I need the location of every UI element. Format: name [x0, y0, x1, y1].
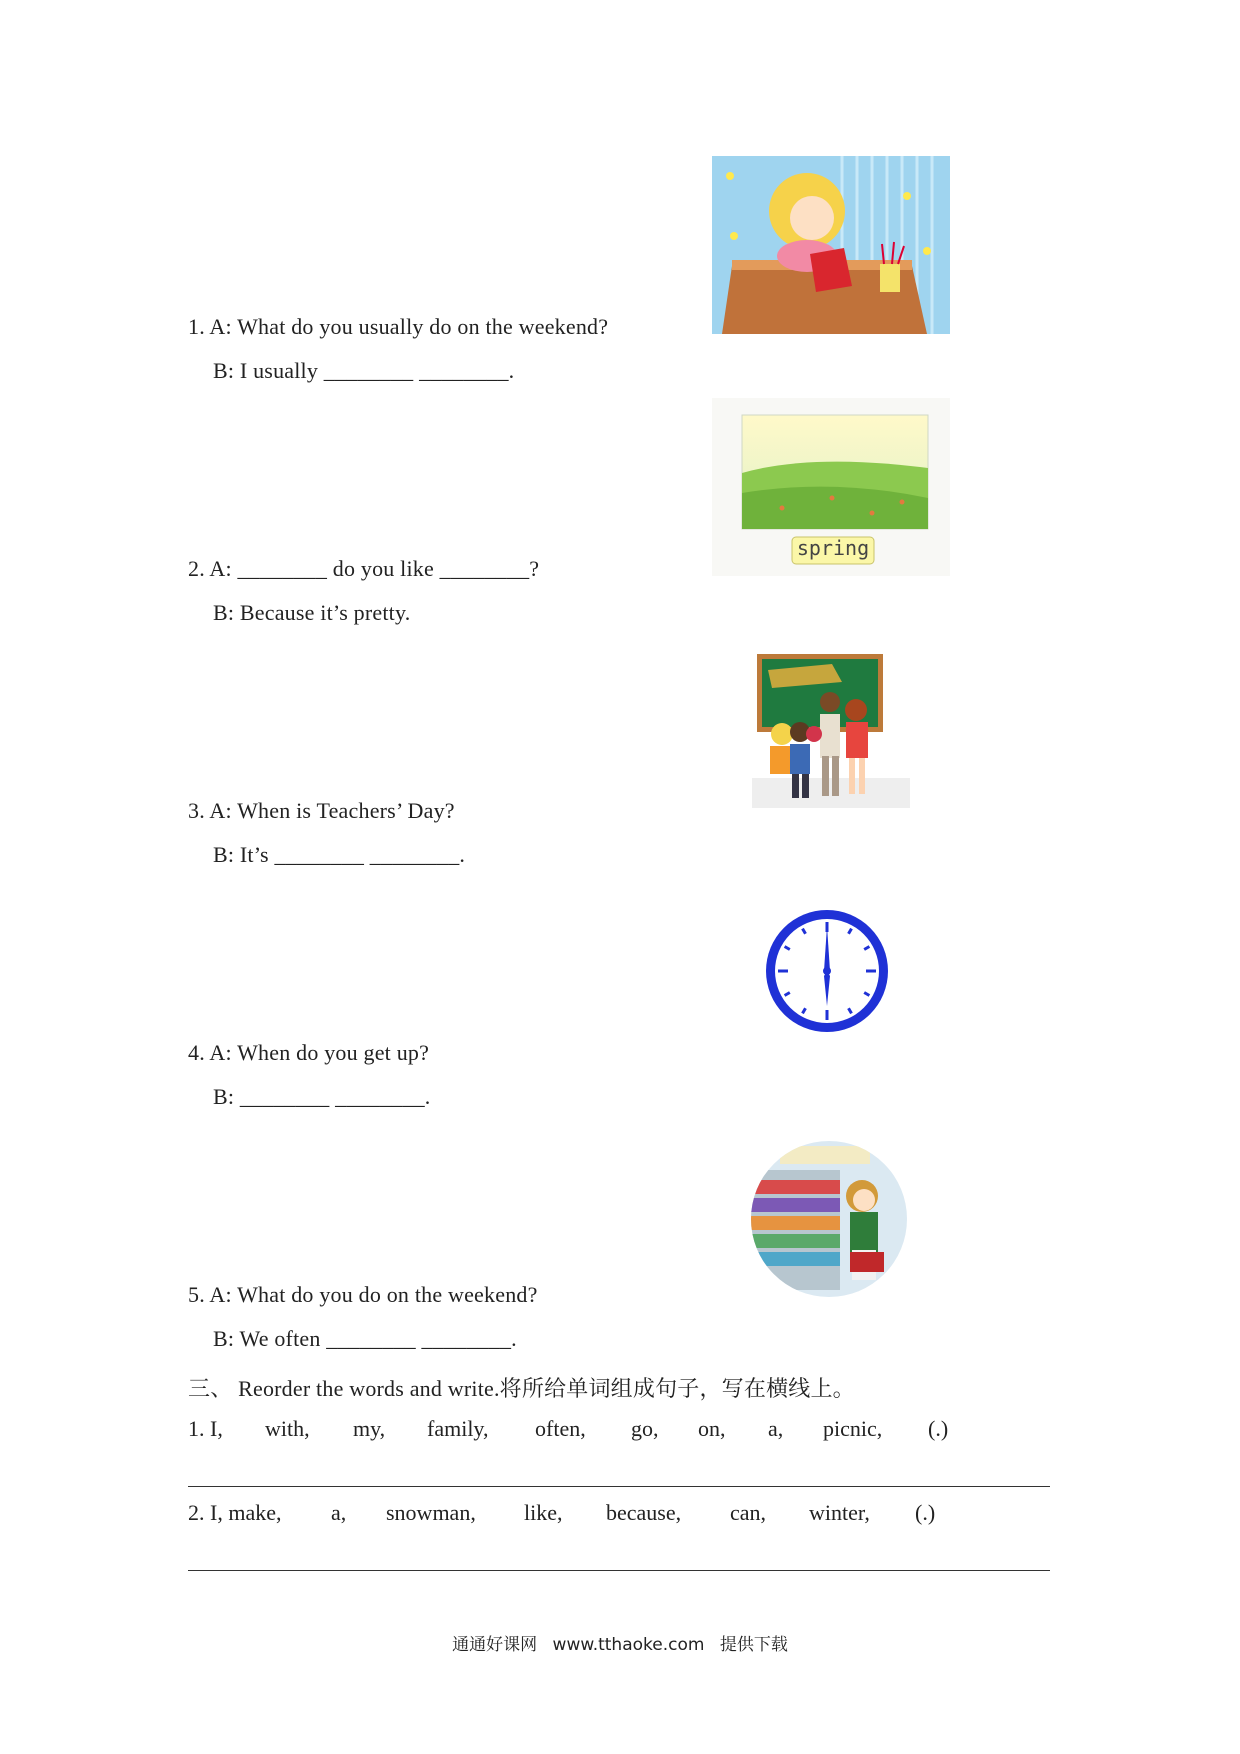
- question-5-b: B: We often ________ ________.: [213, 1326, 517, 1351]
- word-token: with,: [265, 1416, 310, 1441]
- word-token: snowman,: [386, 1500, 476, 1525]
- word-token: go,: [631, 1416, 659, 1441]
- spring-label: spring: [796, 536, 870, 560]
- spring-image: [712, 398, 950, 576]
- word-token: (.): [928, 1416, 949, 1441]
- word-token: because,: [606, 1500, 682, 1525]
- question-1-b: B: I usually ________ ________.: [213, 358, 515, 383]
- footer-note: 提供下载: [719, 1635, 788, 1655]
- question-1-a: 1. A: What do you usually do on the weekend?: [188, 314, 609, 339]
- question-3-a: 3. A: When is Teachers’ Day?: [188, 798, 455, 823]
- word-token: picnic,: [823, 1416, 883, 1441]
- question-4-a: 4. A: When do you get up?: [188, 1040, 430, 1065]
- word-token: a,: [331, 1500, 347, 1525]
- word-token: a,: [768, 1416, 784, 1441]
- girl-reading-image: [712, 156, 950, 334]
- question-5-a: 5. A: What do you do on the weekend?: [188, 1282, 538, 1307]
- word-token: (.): [915, 1500, 936, 1525]
- clock-image: [762, 906, 892, 1036]
- word-token: my,: [353, 1416, 386, 1441]
- footer-site: 通通好课网: [452, 1635, 538, 1655]
- word-token: 1. I,: [188, 1416, 223, 1441]
- word-token: family,: [427, 1416, 489, 1441]
- word-token: on,: [698, 1416, 726, 1441]
- question-2-b: B: Because it’s pretty.: [213, 600, 411, 625]
- question-2-a: 2. A: ________ do you like ________?: [188, 556, 540, 581]
- question-4-b: B: ________ ________.: [213, 1084, 431, 1109]
- answer-line-1[interactable]: [188, 1486, 1050, 1487]
- answer-line-2[interactable]: [188, 1570, 1050, 1571]
- word-token: winter,: [809, 1500, 870, 1525]
- shopping-image: [750, 1140, 908, 1298]
- teachers-day-image: [752, 652, 910, 808]
- word-token: can,: [730, 1500, 767, 1525]
- footer-url[interactable]: www.tthaoke.com: [552, 1635, 705, 1655]
- question-3-b: B: It’s ________ ________.: [213, 842, 466, 867]
- word-token: 2. I, make,: [188, 1500, 282, 1525]
- word-token: often,: [535, 1416, 586, 1441]
- word-token: like,: [524, 1500, 563, 1525]
- section-3-heading: 三、 Reorder the words and write.将所给单词组成句子，写在横线上。: [188, 1376, 855, 1401]
- footer: [0, 1630, 1240, 1655]
